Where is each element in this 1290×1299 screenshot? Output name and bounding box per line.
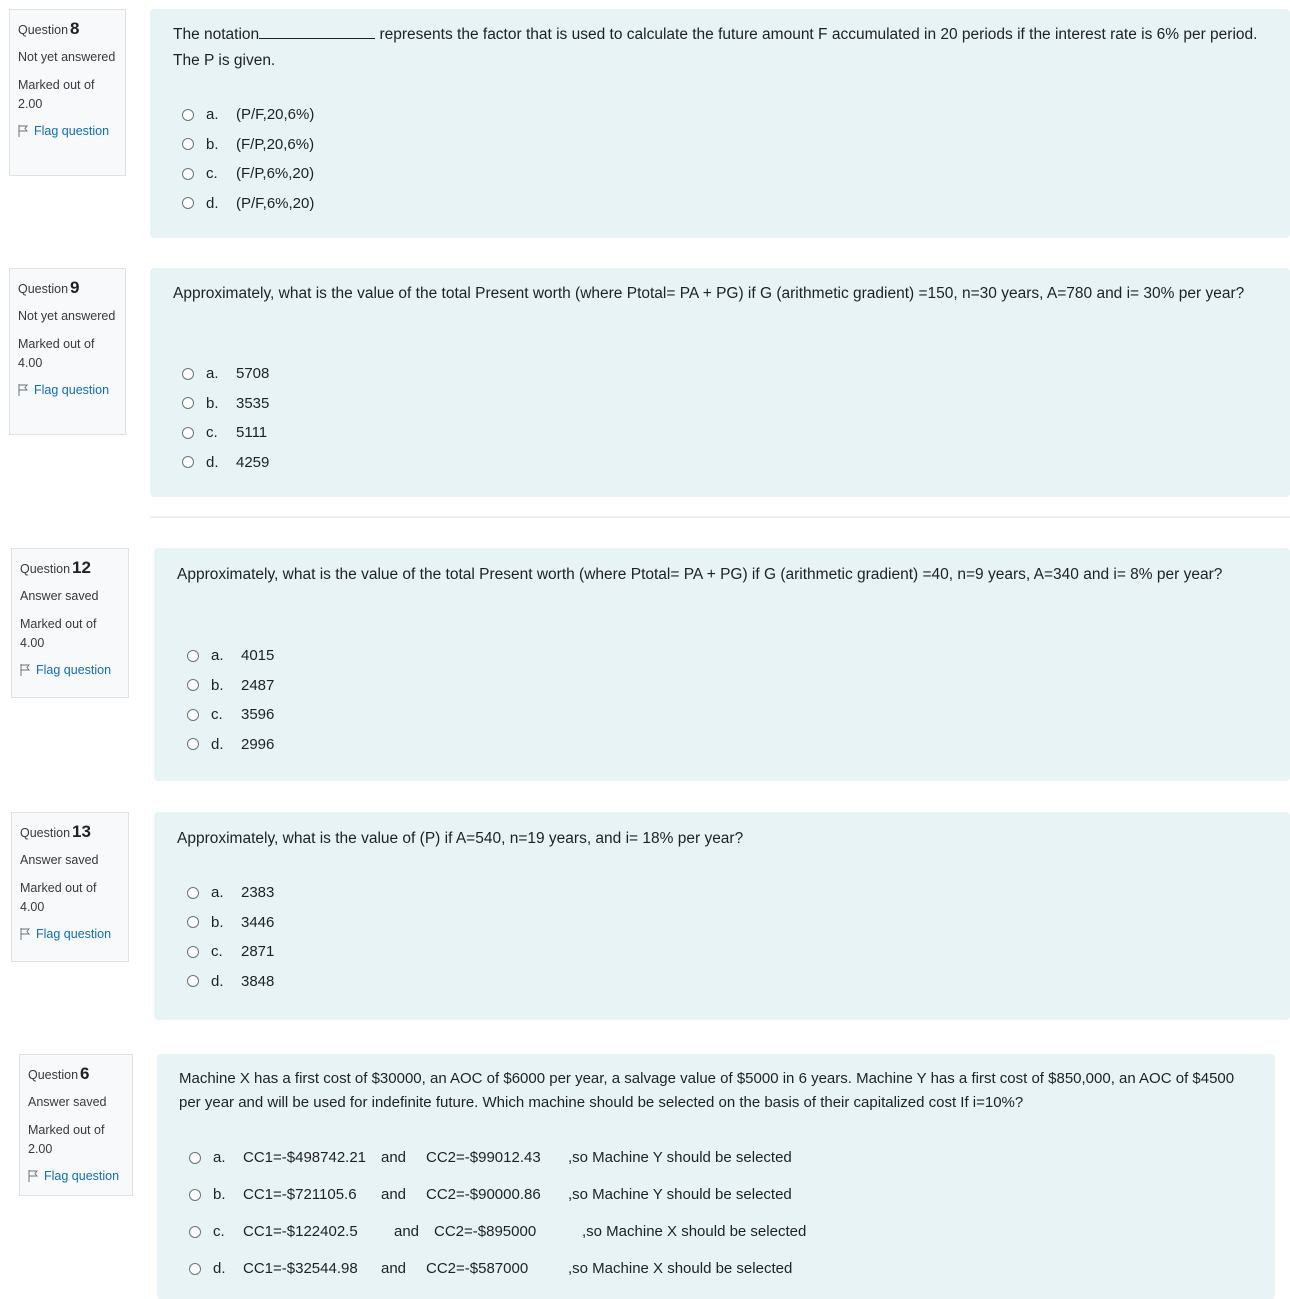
answer-option-c[interactable] — [187, 700, 274, 730]
radio-button[interactable] — [189, 1226, 201, 1238]
question-state: Not yet answered — [18, 309, 116, 323]
option-text[interactable]: 3596 — [241, 706, 275, 724]
question-block-8 — [0, 0, 1290, 245]
option-letter: d. — [213, 1260, 226, 1277]
answer-option-c[interactable] — [182, 159, 314, 189]
radio-button[interactable] — [189, 1152, 201, 1164]
answer-option-b[interactable] — [182, 389, 269, 419]
answer-option-b[interactable] — [187, 671, 274, 701]
radio-button[interactable] — [189, 1263, 201, 1275]
option-text[interactable]: 5708 — [236, 365, 270, 383]
question-number — [18, 278, 117, 298]
radio-button[interactable] — [182, 456, 194, 468]
answer-options — [187, 641, 274, 759]
flag-question-label[interactable]: Flag question — [34, 383, 110, 397]
option-cc1[interactable]: CC1=-$721105.6 — [243, 1186, 357, 1203]
option-letter: a. — [213, 1149, 226, 1166]
answer-option-d[interactable] — [187, 730, 274, 760]
option-letter: d. — [206, 453, 219, 471]
option-letter: b. — [213, 1186, 226, 1203]
answer-option-a[interactable] — [182, 100, 314, 130]
radio-button[interactable] — [187, 916, 199, 928]
question-state: Not yet answered — [18, 50, 116, 64]
question-number-label: Question — [18, 282, 69, 296]
question-block-6 — [0, 1046, 1290, 1299]
question-mark: Marked out of 2.00 — [28, 1123, 105, 1156]
answer-option-a[interactable] — [189, 1139, 806, 1176]
option-text[interactable]: (P/F,6%,20) — [236, 194, 315, 212]
question-info-6 — [19, 1054, 133, 1196]
question-number-value: 6 — [80, 1064, 90, 1083]
option-result[interactable]: ,so Machine Y should be selected — [568, 1186, 792, 1203]
option-text[interactable]: 4015 — [241, 647, 275, 665]
answer-options — [182, 100, 314, 218]
answer-option-b[interactable] — [187, 908, 274, 938]
flag-question-label[interactable]: Flag question — [36, 927, 112, 941]
option-letter: b. — [211, 913, 224, 931]
answer-option-d[interactable] — [189, 1250, 806, 1287]
radio-button[interactable] — [187, 738, 199, 750]
question-number — [20, 558, 120, 578]
option-letter: c. — [211, 706, 223, 724]
answer-option-a[interactable] — [187, 878, 274, 908]
flag-question-link[interactable] — [18, 124, 117, 138]
option-text[interactable]: (F/P,20,6%) — [236, 135, 315, 153]
option-cc2[interactable]: CC2=-$895000 — [434, 1223, 537, 1240]
option-letter: d. — [206, 194, 219, 212]
flag-icon — [20, 664, 30, 676]
radio-button[interactable] — [182, 168, 194, 180]
option-letter: a. — [206, 106, 219, 124]
radio-button[interactable] — [182, 368, 194, 380]
option-letter: b. — [206, 394, 219, 412]
radio-button[interactable] — [182, 397, 194, 409]
answer-options — [182, 359, 269, 477]
radio-button[interactable] — [182, 197, 194, 209]
option-text[interactable]: 2487 — [241, 676, 275, 694]
answer-option-c[interactable] — [189, 1213, 806, 1250]
question-info-8 — [9, 9, 126, 176]
option-letter: c. — [206, 165, 218, 183]
option-letter: a. — [206, 365, 219, 383]
option-cc1[interactable]: CC1=-$32544.98 — [243, 1260, 358, 1277]
option-text[interactable]: 4259 — [236, 453, 270, 471]
flag-question-link[interactable] — [20, 927, 120, 941]
question-text: Approximately, what is the value of (P) if A=540, n=19 years, and i= 18% per year? — [177, 830, 744, 847]
question-content-8 — [150, 9, 1290, 238]
flag-question-label[interactable]: Flag question — [34, 124, 110, 138]
question-number-value: 13 — [72, 822, 91, 841]
flag-question-label[interactable]: Flag question — [36, 663, 112, 677]
radio-button[interactable] — [187, 709, 199, 721]
question-text: Machine X has a first cost of $30000, an AOC of $6000 per year, a salvage value of $5000 in 6 years. Machine Y has a first cost of $850,000, an AOC of $4500 per year and will be used for indefinite future. Which machine should be selected on the basis of their capitalized cost If i=10%? — [179, 1070, 1235, 1111]
option-cc2[interactable]: CC2=-$99012.43 — [426, 1149, 541, 1166]
question-number-label: Question — [28, 1068, 79, 1082]
question-text-before: The notation — [173, 26, 260, 43]
question-info-9 — [9, 268, 126, 435]
option-text[interactable]: 2383 — [241, 884, 275, 902]
option-result[interactable]: ,so Machine Y should be selected — [568, 1149, 792, 1166]
divider — [150, 516, 1290, 518]
option-text[interactable]: (F/P,6%,20) — [236, 165, 315, 183]
option-result[interactable]: ,so Machine X should be selected — [582, 1223, 807, 1240]
option-result[interactable]: ,so Machine X should be selected — [568, 1260, 793, 1277]
question-content-13 — [154, 812, 1290, 1020]
question-number — [18, 19, 117, 39]
question-mark: Marked out of 4.00 — [20, 617, 97, 650]
option-text[interactable]: 2871 — [241, 943, 275, 961]
answer-option-d[interactable] — [182, 448, 269, 478]
option-cc1[interactable]: CC1=-$498742.21 — [243, 1149, 367, 1166]
radio-button[interactable] — [187, 975, 199, 987]
option-letter: c. — [213, 1223, 225, 1240]
answer-option-b[interactable] — [189, 1176, 806, 1213]
question-number-value: 8 — [70, 19, 80, 38]
question-content-12 — [154, 548, 1290, 781]
question-number-value: 9 — [70, 278, 80, 297]
answer-options — [189, 1139, 806, 1287]
question-text-after: represents the factor that is used to calculate the future amount F accumulated in 20 periods if the interest rate is 6% per period. The P is given. — [173, 26, 1258, 69]
radio-button[interactable] — [187, 946, 199, 958]
option-letter: b. — [211, 676, 224, 694]
option-and[interactable]: and — [394, 1223, 420, 1240]
question-text: Approximately, what is the value of the total Present worth (where Ptotal= PA + PG) if G (arithmetic gradient) =40, n=9 years, A=340 and i= 8% per year? — [177, 566, 1223, 583]
option-letter: c. — [211, 943, 223, 961]
option-and[interactable]: and — [381, 1260, 407, 1277]
option-text[interactable]: 3535 — [236, 394, 270, 412]
option-text[interactable]: 5111 — [236, 424, 268, 442]
flag-question-link[interactable] — [18, 383, 117, 397]
question-mark: Marked out of 4.00 — [18, 337, 95, 370]
flag-icon — [28, 1170, 38, 1182]
question-number-label: Question — [20, 826, 71, 840]
question-block-12 — [0, 540, 1290, 790]
option-letter: c. — [206, 424, 218, 442]
question-info-13 — [11, 812, 129, 962]
answer-option-a[interactable] — [182, 359, 269, 389]
flag-question-link[interactable] — [20, 663, 120, 677]
flag-icon — [18, 384, 28, 396]
answer-option-b[interactable] — [182, 130, 314, 160]
answer-option-d[interactable] — [187, 967, 274, 997]
radio-button[interactable] — [187, 887, 199, 899]
option-text[interactable]: (P/F,20,6%) — [236, 106, 315, 124]
option-text[interactable]: 3848 — [241, 972, 275, 990]
question-mark: Marked out of 2.00 — [18, 78, 95, 111]
question-number — [28, 1064, 124, 1084]
option-text[interactable]: 2996 — [241, 735, 275, 753]
answer-option-d[interactable] — [182, 189, 314, 219]
question-mark: Marked out of 4.00 — [20, 881, 97, 914]
answer-option-c[interactable] — [182, 418, 269, 448]
question-number-value: 12 — [72, 558, 91, 577]
answer-blank — [259, 24, 375, 39]
option-cc2[interactable]: CC2=-$587000 — [426, 1260, 529, 1277]
flag-icon — [20, 928, 30, 940]
radio-button[interactable] — [182, 427, 194, 439]
question-number-label: Question — [20, 562, 71, 576]
flag-icon — [18, 125, 28, 137]
question-content-6 — [157, 1054, 1275, 1299]
answer-option-a[interactable] — [187, 641, 274, 671]
option-text[interactable]: 3446 — [241, 913, 275, 931]
option-letter: a. — [211, 647, 224, 665]
option-and[interactable]: and — [381, 1149, 407, 1166]
option-and[interactable]: and — [381, 1186, 407, 1203]
question-state: Answer saved — [28, 1095, 107, 1109]
radio-button[interactable] — [187, 679, 199, 691]
question-block-13 — [0, 804, 1290, 1024]
radio-button[interactable] — [182, 109, 194, 121]
flag-question-link[interactable] — [28, 1169, 124, 1183]
radio-button[interactable] — [182, 138, 194, 150]
question-text — [173, 22, 1263, 74]
radio-button[interactable] — [189, 1189, 201, 1201]
question-block-9 — [0, 260, 1290, 520]
option-letter: b. — [206, 135, 219, 153]
option-letter: a. — [211, 884, 224, 902]
question-number — [20, 822, 120, 842]
option-cc2[interactable]: CC2=-$90000.86 — [426, 1186, 541, 1203]
answer-options — [187, 878, 274, 996]
option-cc1[interactable]: CC1=-$122402.5 — [243, 1223, 358, 1240]
question-content-9 — [150, 268, 1290, 497]
option-letter: d. — [211, 972, 224, 990]
question-state: Answer saved — [20, 589, 99, 603]
answer-option-c[interactable] — [187, 937, 274, 967]
radio-button[interactable] — [187, 650, 199, 662]
question-number-label: Question — [18, 23, 69, 37]
option-letter: d. — [211, 735, 224, 753]
question-state: Answer saved — [20, 853, 99, 867]
question-text: Approximately, what is the value of the total Present worth (where Ptotal= PA + PG) if G (arithmetic gradient) =150, n=30 years, A=780 and i= 30% per year? — [173, 285, 1245, 302]
flag-question-label[interactable]: Flag question — [44, 1169, 120, 1183]
question-info-12 — [11, 548, 129, 698]
